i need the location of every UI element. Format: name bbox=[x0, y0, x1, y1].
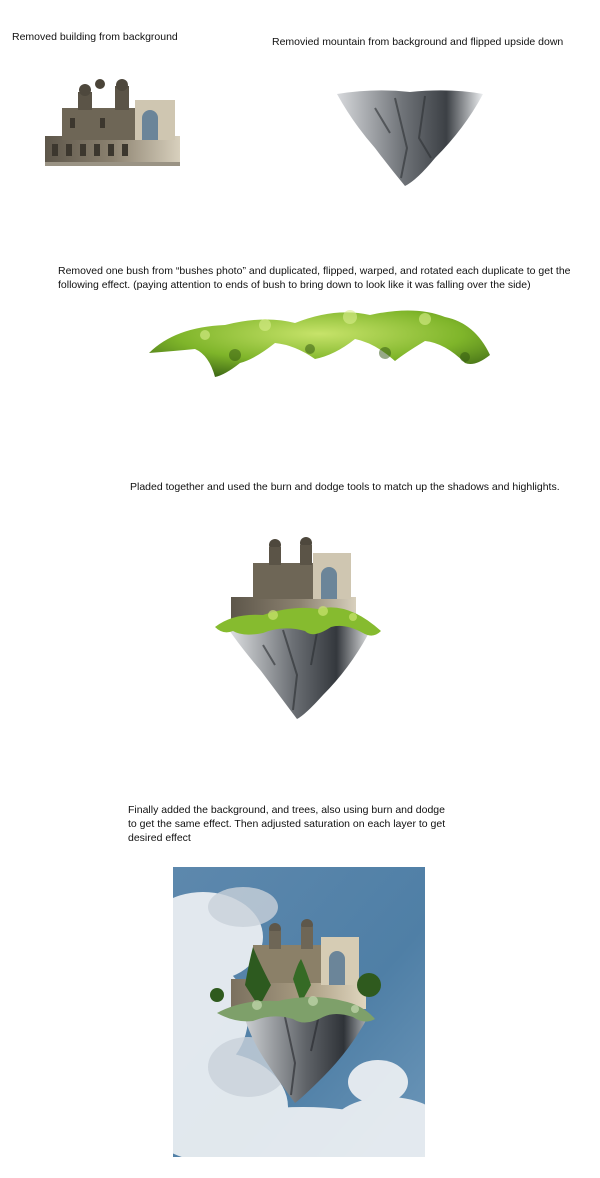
caption-bush: Removed one bush from “bushes photo” and duplicated, flipped, warped, and rotated each duplicate to get the following effect. (paying attention to ends of bush to bring down to look like it was falling over the side) bbox=[58, 265, 571, 291]
flipped-mountain-image bbox=[335, 88, 485, 188]
bush-arrangement-image bbox=[145, 303, 495, 381]
caption-mountain: Removied mountain from background and flipped upside down bbox=[272, 36, 564, 48]
caption-combined: Pladed together and used the burn and dodge tools to match up the shadows and highlights. bbox=[130, 481, 560, 493]
building-cutout-image bbox=[40, 78, 185, 170]
final-composition-image bbox=[173, 867, 425, 1157]
combined-island-image bbox=[213, 535, 383, 720]
caption-final: Finally added the background, and trees, also using burn and dodge to get the same effect. Then adjusted saturation on each layer to get desired effect bbox=[128, 804, 446, 844]
caption-building: Removed building from background bbox=[12, 31, 178, 43]
